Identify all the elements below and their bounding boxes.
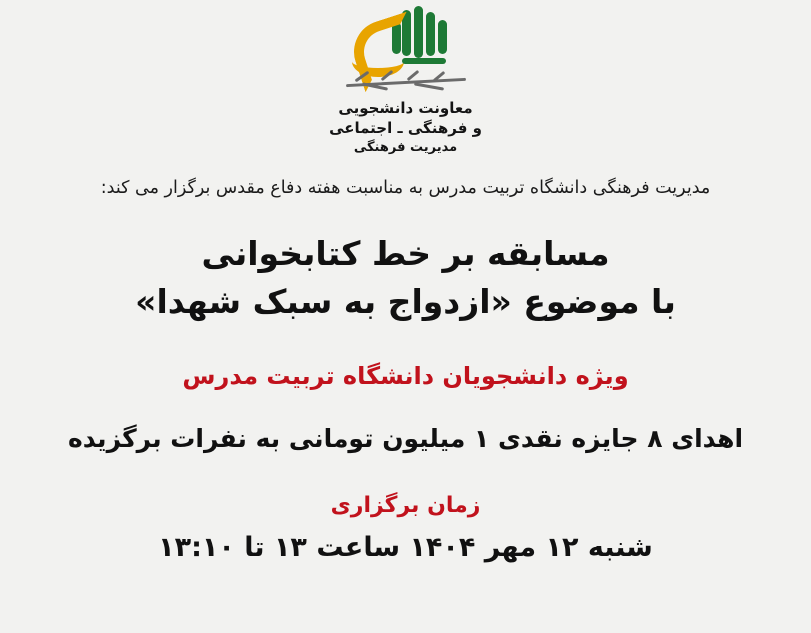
event-time-value: شنبه ۱۲ مهر ۱۴۰۴ ساعت ۱۳ تا ۱۳:۱۰	[158, 531, 653, 563]
university-emblem-icon	[350, 6, 462, 72]
title-line-2: با موضوع «ازدواج به سبک شهدا»	[135, 281, 676, 321]
prize-text: اهدای ۸ جایزه نقدی ۱ میلیون تومانی به نفرات برگزیده	[67, 423, 744, 453]
title-line-1: مسابقه بر خط کتابخوانی	[201, 234, 610, 274]
event-time-label: زمان برگزاری	[330, 492, 481, 518]
logo-text-lines	[329, 98, 482, 156]
logo-line-1: معاونت دانشجویی	[338, 99, 473, 117]
logo-block	[0, 6, 811, 156]
poster-title	[135, 230, 676, 326]
daneshgah-tarbiat-modares-script	[340, 72, 472, 94]
logo-line-3: مدیریت فرهنگی	[353, 139, 458, 155]
logo-line-2: و فرهنگی ـ اجتماعی	[329, 119, 482, 138]
intro-text: مدیریت فرهنگی دانشگاه تربیت مدرس به مناسبت هفته دفاع مقدس برگزار می کند:	[100, 178, 711, 199]
audience-subtitle: ویژه دانشجویان دانشگاه تربیت مدرس	[182, 361, 629, 390]
